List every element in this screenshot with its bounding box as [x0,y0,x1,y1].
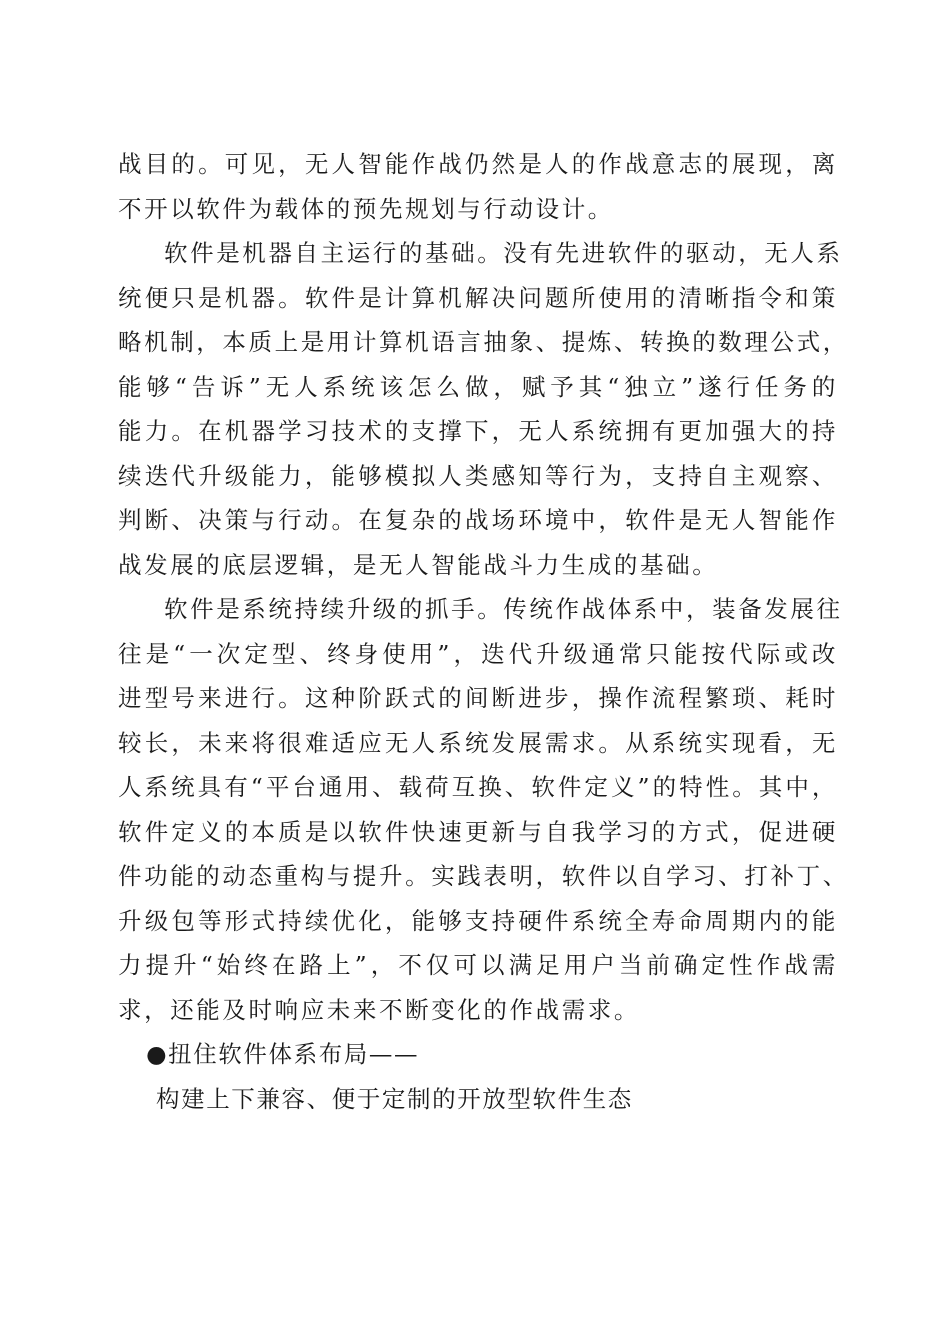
section-heading: ●扭住软件体系布局—— [146,1040,420,1068]
text-line: 判断、决策与行动。在复杂的战场环境中，软件是无人智能作 [118,506,838,534]
text-line: 软件是系统持续升级的抓手。传统作战体系中，装备发展往 [164,595,843,623]
text-line: 软件定义的本质是以软件快速更新与自我学习的方式，促进硬 [118,817,838,846]
paragraph-3 [118,587,849,1032]
text-line: 进型号来进行。这种阶跃式的间断进步，操作流程繁琐、耗时 [118,684,838,712]
text-line: 战目的。可见，无人智能作战仍然是人的作战意志的展现，离 [118,150,838,178]
paragraph-1 [118,142,838,231]
text-line: 能力。在机器学习技术的支撑下，无人系统拥有更加强大的持 [118,417,838,445]
text-line: 件功能的动态重构与提升。实践表明，软件以自学习、打补丁、 [118,862,849,890]
text-line: 力提升“始终在路上”，不仅可以满足用户当前确定性作战需 [118,951,838,979]
text-line: 较长，未来将很难适应无人系统发展需求。从系统实现看，无 [118,728,838,757]
text-line: 不开以软件为载体的预先规划与行动设计。 [118,194,614,223]
section-subheading: 构建上下兼容、便于定制的开放型软件生态 [156,1084,633,1113]
text-line: 能够“告诉”无人系统该怎么做，赋予其“独立”遂行任务的 [118,372,838,401]
text-line: 升级包等形式持续优化，能够支持硬件系统全寿命周期内的能 [118,906,838,935]
text-line: 软件是机器自主运行的基础。没有先进软件的驱动，无人系 [164,239,843,267]
text-line: 战发展的底层逻辑，是无人智能战斗力生成的基础。 [118,550,719,579]
text-line: 统便只是机器。软件是计算机解决问题所使用的清晰指令和策 [118,283,838,312]
text-line: 往是“一次定型、终身使用”，迭代升级通常只能按代际或改 [118,639,838,668]
text-line: 续迭代升级能力，能够模拟人类感知等行为，支持自主观察、 [118,461,838,490]
document-page [118,142,849,1121]
text-line: 略机制，本质上是用计算机语言抽象、提炼、转换的数理公式， [118,328,849,356]
text-line: 人系统具有“平台通用、载荷互换、软件定义”的特性。其中， [118,773,838,801]
text-line: 求，还能及时响应未来不断变化的作战需求。 [118,995,640,1024]
paragraph-2 [118,231,849,587]
